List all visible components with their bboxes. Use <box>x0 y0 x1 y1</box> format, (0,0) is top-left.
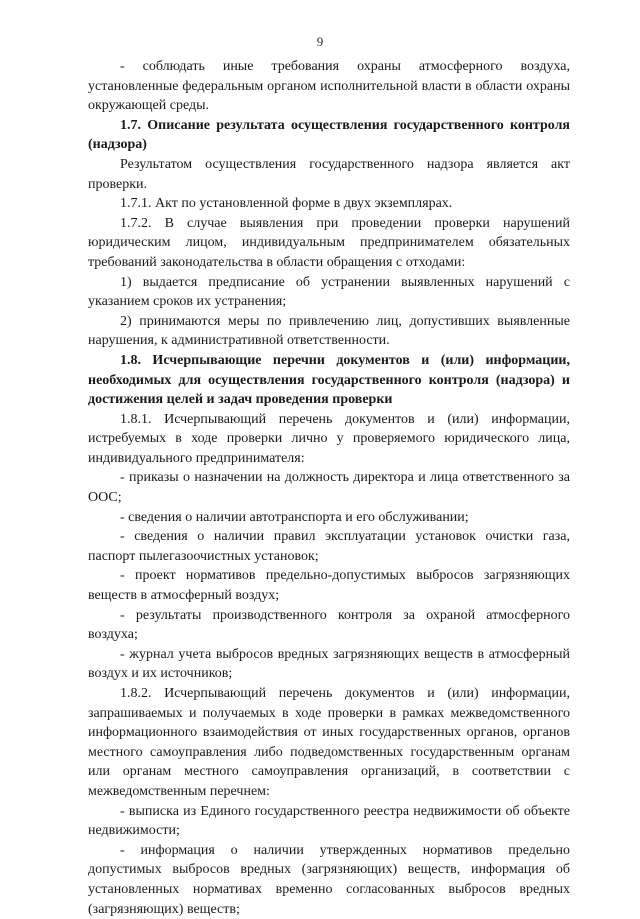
paragraph: 1.8.1. Исчерпывающий перечень документов и (или) информации, истребуемых в ходе проверки лично у проверяемого юридического лица, индивидуального предпринимателя: <box>88 411 570 466</box>
list-item: - сведения о наличии автотранспорта и его обслуживании; <box>120 509 469 525</box>
paragraph: 1.8.2. Исчерпывающий перечень документов и (или) информации, запрашиваемых и получаемых в ходе проверки в рамках межведомственного информационного взаимодействия от иных государственных органов, органов местного самоуправления либо подведомственных государственным органам или органам местного самоуправления организаций, в соответствии с межведомственным перечнем: <box>88 686 570 799</box>
list-item: - проект нормативов предельно-допустимых выбросов загрязняющих веществ в атмосферный воздух; <box>88 568 570 604</box>
section-heading-1-7: 1.7. Описание результата осуществления государственного контроля (надзора) <box>88 117 570 153</box>
list-item: - выписка из Единого государственного реестра недвижимости об объекте недвижимости; <box>88 803 570 839</box>
list-item: 2) принимаются меры по привлечению лиц, допустивших выявленные нарушения, к административной ответственности. <box>88 313 570 349</box>
paragraph: 1.7.1. Акт по установленной форме в двух экземплярах. <box>120 196 453 212</box>
list-item: - результаты производственного контроля за охраной атмосферного воздуха; <box>88 607 570 643</box>
paragraph: Результатом осуществления государственного надзора является акт проверки. <box>88 156 570 192</box>
list-item: - сведения о наличии правил эксплуатации установок очистки газа, паспорт пылегазоочистных установок; <box>88 529 570 564</box>
section-heading-1-8: 1.8. Исчерпывающие перечни документов и (или) информации, необходимых для осуществления государственного контроля (надзора) и достижения целей и задач проведения проверки <box>88 352 570 408</box>
list-item: - журнал учета выбросов вредных загрязняющих веществ в атмосферный воздух и их источников; <box>88 646 570 682</box>
list-item: - приказы о назначении на должность директора и лица ответственного за ООС; <box>88 470 570 506</box>
list-item: - информация о наличии утвержденных нормативов предельно допустимых выбросов вредных (загрязняющих) веществ, информация об установленных нормативах временно согласованных выбросов вредных (загрязняющих) веществ; <box>88 842 570 917</box>
list-item: 1) выдается предписание об устранении выявленных нарушений с указанием сроков их устранения; <box>88 274 570 310</box>
document-body <box>88 57 570 919</box>
page-number: 9 <box>316 34 324 49</box>
paragraph: 1.7.2. В случае выявления при проведении проверки нарушений юридическим лицом, индивидуальным предпринимателем обязательных требований законодательства в области обращения с отходами: <box>88 215 570 270</box>
paragraph: - соблюдать иные требования охраны атмосферного воздуха, установленные федеральным органом исполнительной власти в области охраны окружающей среды. <box>88 59 570 114</box>
